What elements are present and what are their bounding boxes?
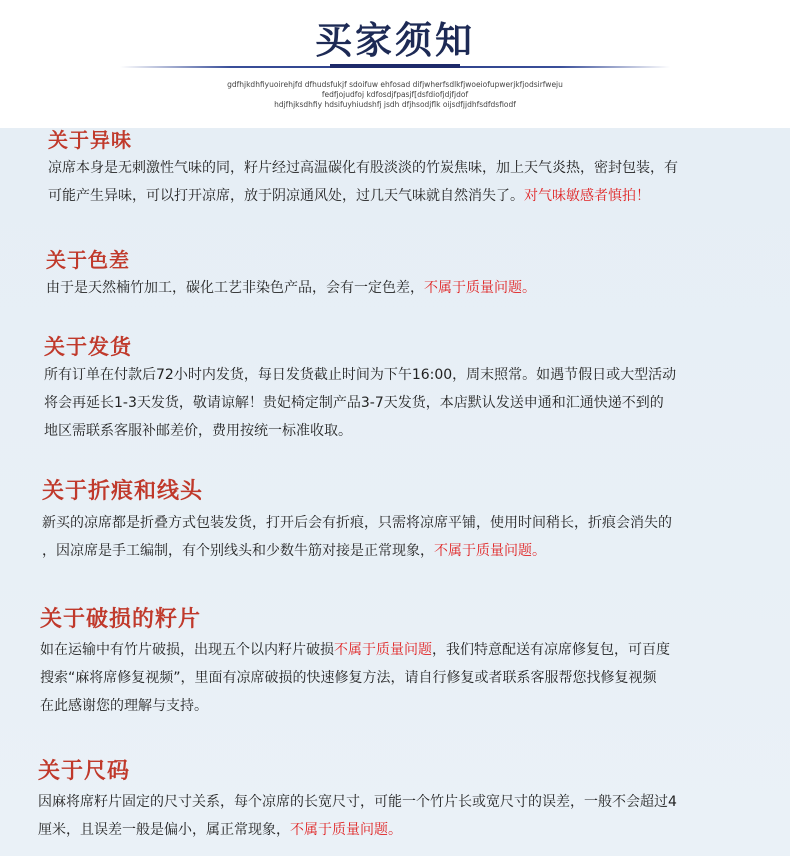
notice-content bbox=[0, 128, 790, 856]
title-divider-accent bbox=[330, 64, 460, 68]
body-line bbox=[38, 788, 677, 816]
section-body bbox=[38, 788, 677, 844]
body-text: ，我们特意配送有凉席修复包，可百度 bbox=[432, 642, 670, 658]
body-text: 将会再延长1-3天发货，敬请谅解！贵妃椅定制产品3-7天发货，本店默认发送申通和汇通快递不到的 bbox=[44, 395, 664, 411]
highlight-text: 对气味敏感者慎拍！ bbox=[524, 188, 650, 204]
section-title: 关于发货 bbox=[44, 335, 132, 359]
body-text: 由于是天然楠竹加工，碳化工艺非染色产品，会有一定色差， bbox=[46, 280, 424, 296]
body-line bbox=[46, 274, 536, 302]
header-subtitle bbox=[150, 80, 640, 110]
body-text: 凉席本身是无刺激性气味的同，籽片经过高温碳化有股淡淡的竹炭焦味，加上天气炎热，密封包装，有 bbox=[48, 160, 678, 176]
section-title: 关于色差 bbox=[46, 248, 130, 272]
body-line bbox=[40, 636, 670, 664]
body-line bbox=[40, 664, 670, 692]
body-text: 新买的凉席都是折叠方式包装发货，打开后会有折痕，只需将凉席平铺，使用时间稍长，折痕会消失的 bbox=[42, 515, 672, 531]
page-title: 买家须知 bbox=[315, 19, 475, 62]
body-line bbox=[42, 509, 672, 537]
header bbox=[0, 0, 790, 128]
section-body bbox=[48, 154, 678, 210]
body-text: 可能产生异味，可以打开凉席，放于阴凉通风处，过几天气味就自然消失了。 bbox=[48, 188, 524, 204]
highlight-text: 不属于质量问题。 bbox=[434, 543, 546, 559]
body-line bbox=[44, 361, 676, 389]
body-line bbox=[44, 417, 676, 445]
body-text: ，因凉席是手工编制，有个别线头和少数牛筋对接是正常现象， bbox=[42, 543, 434, 559]
highlight-text: 不属于质量问题 bbox=[334, 642, 432, 658]
section-body bbox=[42, 509, 672, 565]
body-line bbox=[48, 154, 678, 182]
body-text: 如在运输中有竹片破损，出现五个以内籽片破损 bbox=[40, 642, 334, 658]
body-line bbox=[42, 537, 672, 565]
body-line bbox=[38, 816, 677, 844]
subtitle-line: gdfhjkdhfiyuoirehjfd dfhudsfukjf sdoifuw ehfosad difjwherfsdlkfjwoeiofupwerjkfjodsirfweju bbox=[227, 80, 563, 89]
section-title: 关于折痕和线头 bbox=[42, 479, 204, 504]
section-title: 关于尺码 bbox=[38, 759, 131, 784]
body-text: 在此感谢您的理解与支持。 bbox=[40, 698, 208, 714]
subtitle-line: hdjfhjksdhfiy hdsifuyhiudshfj jsdh dfjhsodjflk oijsdfjjdhfsdfdsfiodf bbox=[274, 100, 516, 109]
body-text: 所有订单在付款后72小时内发货，每日发货截止时间为下午16:00，周末照常。如遇节假日或大型活动 bbox=[44, 367, 677, 383]
subtitle-line: fedfjojudfoj kdfosdjfpasjf[dsfdiofjdjfjdof bbox=[321, 90, 469, 99]
body-text: 地区需联系客服补邮差价，费用按统一标准收取。 bbox=[44, 423, 352, 439]
section-body bbox=[46, 274, 536, 302]
body-text: 因麻将席籽片固定的尺寸关系，每个凉席的长宽尺寸，可能一个竹片长或宽尺寸的误差，一般不会超过4 bbox=[38, 794, 677, 810]
body-line bbox=[40, 692, 670, 720]
section-title: 关于异味 bbox=[48, 128, 132, 152]
body-line bbox=[48, 182, 678, 210]
section-title: 关于破损的籽片 bbox=[40, 607, 202, 632]
highlight-text: 不属于质量问题。 bbox=[290, 822, 402, 838]
body-text: 搜索“麻将席修复视频”，里面有凉席破损的快速修复方法，请自行修复或者联系客服帮您找修复视频 bbox=[40, 670, 657, 686]
highlight-text: 不属于质量问题。 bbox=[424, 280, 536, 296]
body-text: 厘米，且误差一般是偏小，属正常现象， bbox=[38, 822, 290, 838]
body-line bbox=[44, 389, 676, 417]
section-body bbox=[44, 361, 676, 445]
section-body bbox=[40, 636, 670, 720]
